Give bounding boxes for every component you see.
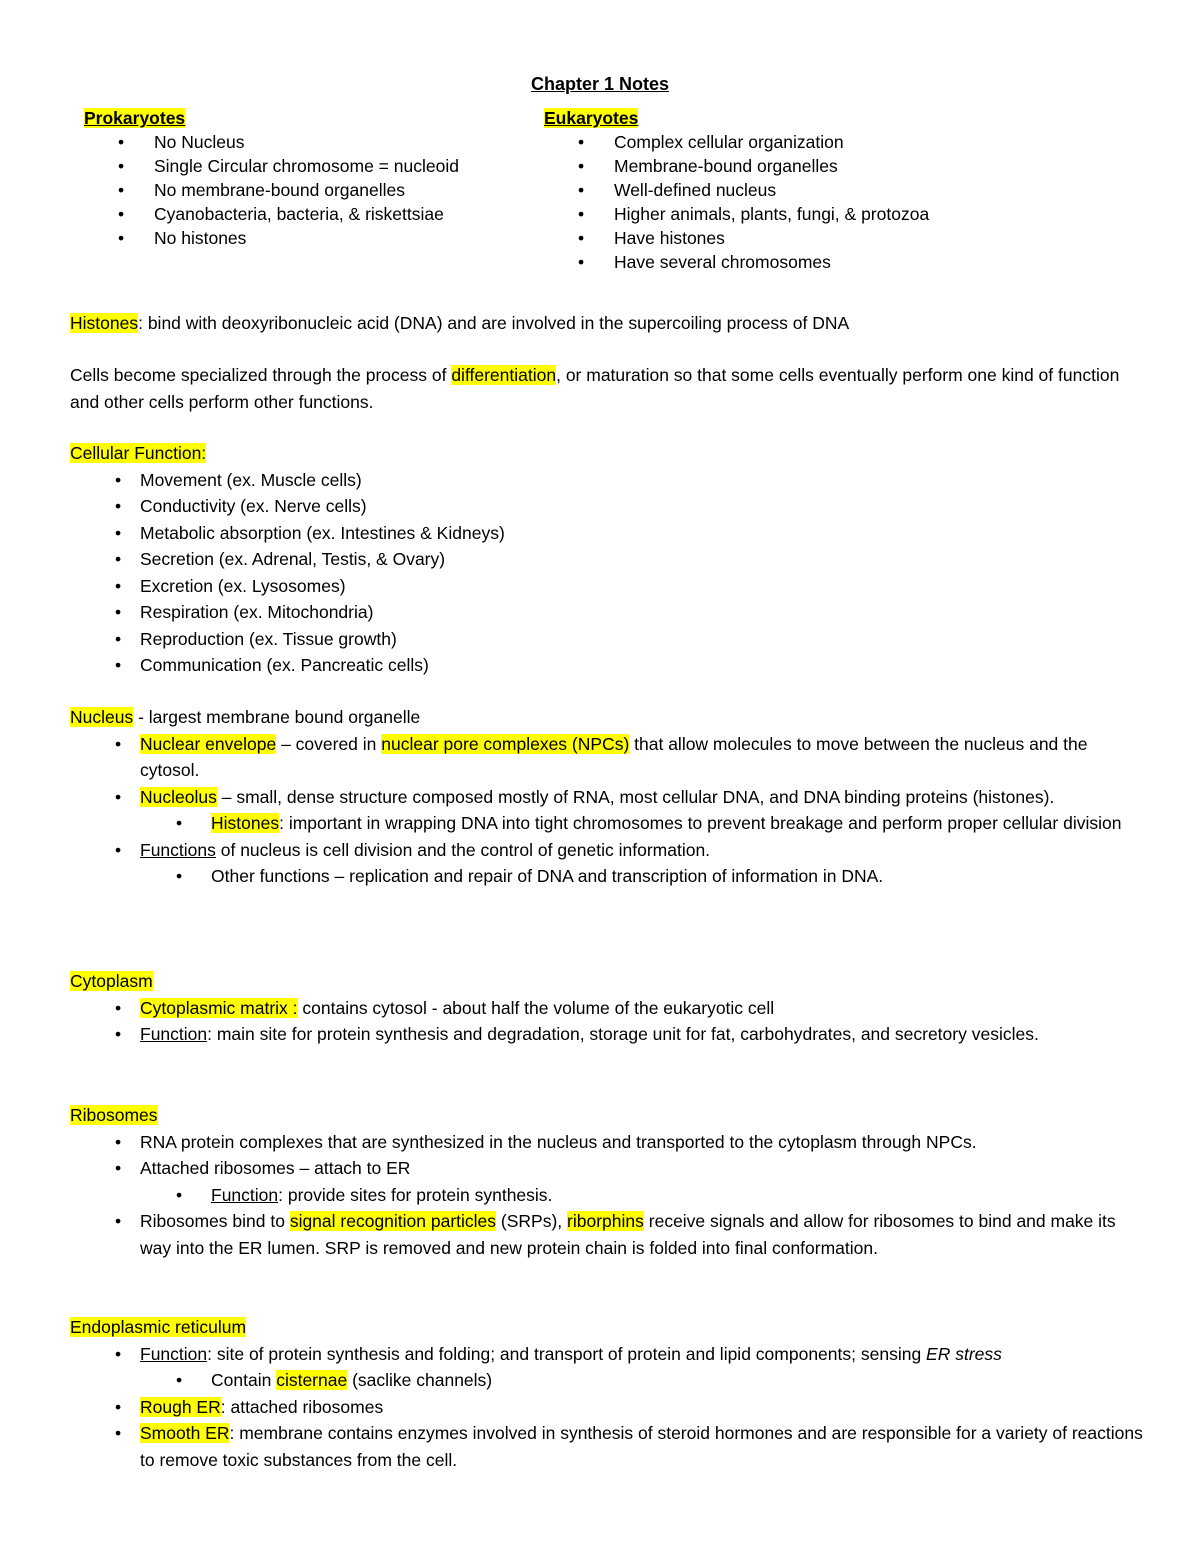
list-item: • Membrane-bound organelles	[544, 154, 944, 178]
list-item: • Attached ribosomes – attach to ER • Function: provide sites for protein synthesis.	[70, 1155, 1150, 1208]
list-item: • Function: main site for protein synthesis and degradation, storage unit for fat, carbohydrates, and secretory vesicles.	[70, 1021, 1150, 1048]
list-item: • Histones: important in wrapping DNA into tight chromosomes to prevent breakage and perform proper cellular division	[70, 810, 1150, 837]
list-item: • Reproduction (ex. Tissue growth)	[70, 626, 1150, 653]
eukaryotes-column	[544, 106, 944, 274]
section-heading: Ribosomes	[70, 1105, 158, 1125]
list-item: • Respiration (ex. Mitochondria)	[70, 599, 1150, 626]
histones-term: Histones	[70, 313, 139, 333]
section-heading: Cellular Function:	[70, 443, 207, 463]
er-section	[70, 1314, 1150, 1473]
list-item: • Metabolic absorption (ex. Intestines & Kidneys)	[70, 520, 1150, 547]
cellular-function-section	[70, 440, 1150, 679]
section-heading: Nucleus	[70, 707, 134, 727]
list-item: • No histones	[84, 226, 464, 250]
list-item: • Rough ER: attached ribosomes	[70, 1394, 1150, 1421]
prokaryotes-list	[84, 130, 464, 250]
list-item: • Cyanobacteria, bacteria, & riskettsiae	[84, 202, 464, 226]
list-item: • Other functions – replication and repair of DNA and transcription of information in DNA.	[70, 863, 1150, 890]
eukaryotes-list	[544, 130, 944, 274]
list-item: • Well-defined nucleus	[544, 178, 944, 202]
cytoplasm-section	[70, 968, 1150, 1048]
prokaryotes-heading: Prokaryotes	[84, 108, 186, 128]
prokaryotes-column	[84, 106, 464, 250]
list-item: • Nuclear envelope – covered in nuclear pore complexes (NPCs) that allow molecules to move between the nucleus and the cytosol.	[70, 731, 1150, 784]
list-item: • Functions of nucleus is cell division and the control of genetic information. • Other functions – replication and repair of DNA and transcription of information in DNA.	[70, 837, 1150, 890]
list-item: • Single Circular chromosome = nucleoid	[84, 154, 464, 178]
nucleus-section: Nucleus - largest membrane bound organelle • Nuclear envelope – covered in nuclear pore complexes (NPCs) that allow molecules to move between the nucleus and the cytosol. • Nucleolus – small, dense structure composed mostly of RNA, most cellular DNA, and DNA binding proteins (histones). • Histones: important in wrapping DNA into tight chromosomes to prevent breakage and perform proper cellular division • Functions of nucleus is cell division and the control of genetic information. • Other functions – replication and repair of DNA and transcription of information in DNA.	[70, 704, 1150, 890]
section-heading: Endoplasmic reticulum	[70, 1317, 247, 1337]
page-title: Chapter 1 Notes	[530, 74, 670, 94]
eukaryotes-heading: Eukaryotes	[544, 108, 639, 128]
list-item: • Have several chromosomes	[544, 250, 944, 274]
list-item: • Conductivity (ex. Nerve cells)	[70, 493, 1150, 520]
ribosomes-section	[70, 1102, 1150, 1261]
list-item: • No Nucleus	[84, 130, 464, 154]
list-item: • Smooth ER: membrane contains enzymes involved in synthesis of steroid hormones and are responsible for a variety of reactions to remove toxic substances from the cell.	[70, 1420, 1150, 1473]
differentiation-paragraph: Cells become specialized through the process of differentiation, or maturation so that some cells eventually perform one kind of function and other cells perform other functions.	[70, 365, 1120, 412]
list-item: • Function: site of protein synthesis and folding; and transport of protein and lipid components; sensing ER stress • Contain cisternae (saclike channels)	[70, 1341, 1150, 1394]
list-item: • Have histones	[544, 226, 944, 250]
list-item: • Movement (ex. Muscle cells)	[70, 467, 1150, 494]
list-item: • Secretion (ex. Adrenal, Testis, & Ovary)	[70, 546, 1150, 573]
histones-paragraph: Histones: bind with deoxyribonucleic acid (DNA) and are involved in the supercoiling process of DNA	[70, 313, 850, 333]
list-item: • Nucleolus – small, dense structure composed mostly of RNA, most cellular DNA, and DNA binding proteins (histones). • Histones: important in wrapping DNA into tight chromosomes to prevent breakage and perform proper cellular division	[70, 784, 1150, 837]
section-heading: Cytoplasm	[70, 971, 153, 991]
cellular-function-list	[70, 467, 1150, 679]
list-item: • Contain cisternae (saclike channels)	[70, 1367, 1150, 1394]
list-item: • Cytoplasmic matrix : contains cytosol - about half the volume of the eukaryotic cell	[70, 995, 1150, 1022]
list-item: • Communication (ex. Pancreatic cells)	[70, 652, 1150, 679]
list-item: • Complex cellular organization	[544, 130, 944, 154]
list-item: • Excretion (ex. Lysosomes)	[70, 573, 1150, 600]
list-item: • Function: provide sites for protein synthesis.	[70, 1182, 1150, 1209]
list-item: • No membrane-bound organelles	[84, 178, 464, 202]
list-item: • Higher animals, plants, fungi, & protozoa	[544, 202, 944, 226]
list-item: • RNA protein complexes that are synthesized in the nucleus and transported to the cytoplasm through NPCs.	[70, 1129, 1150, 1156]
differentiation-term: differentiation	[451, 365, 557, 385]
list-item: • Ribosomes bind to signal recognition particles (SRPs), riborphins receive signals and allow for ribosomes to bind and make its way into the ER lumen. SRP is removed and new protein chain is folded into final conformation.	[70, 1208, 1150, 1261]
